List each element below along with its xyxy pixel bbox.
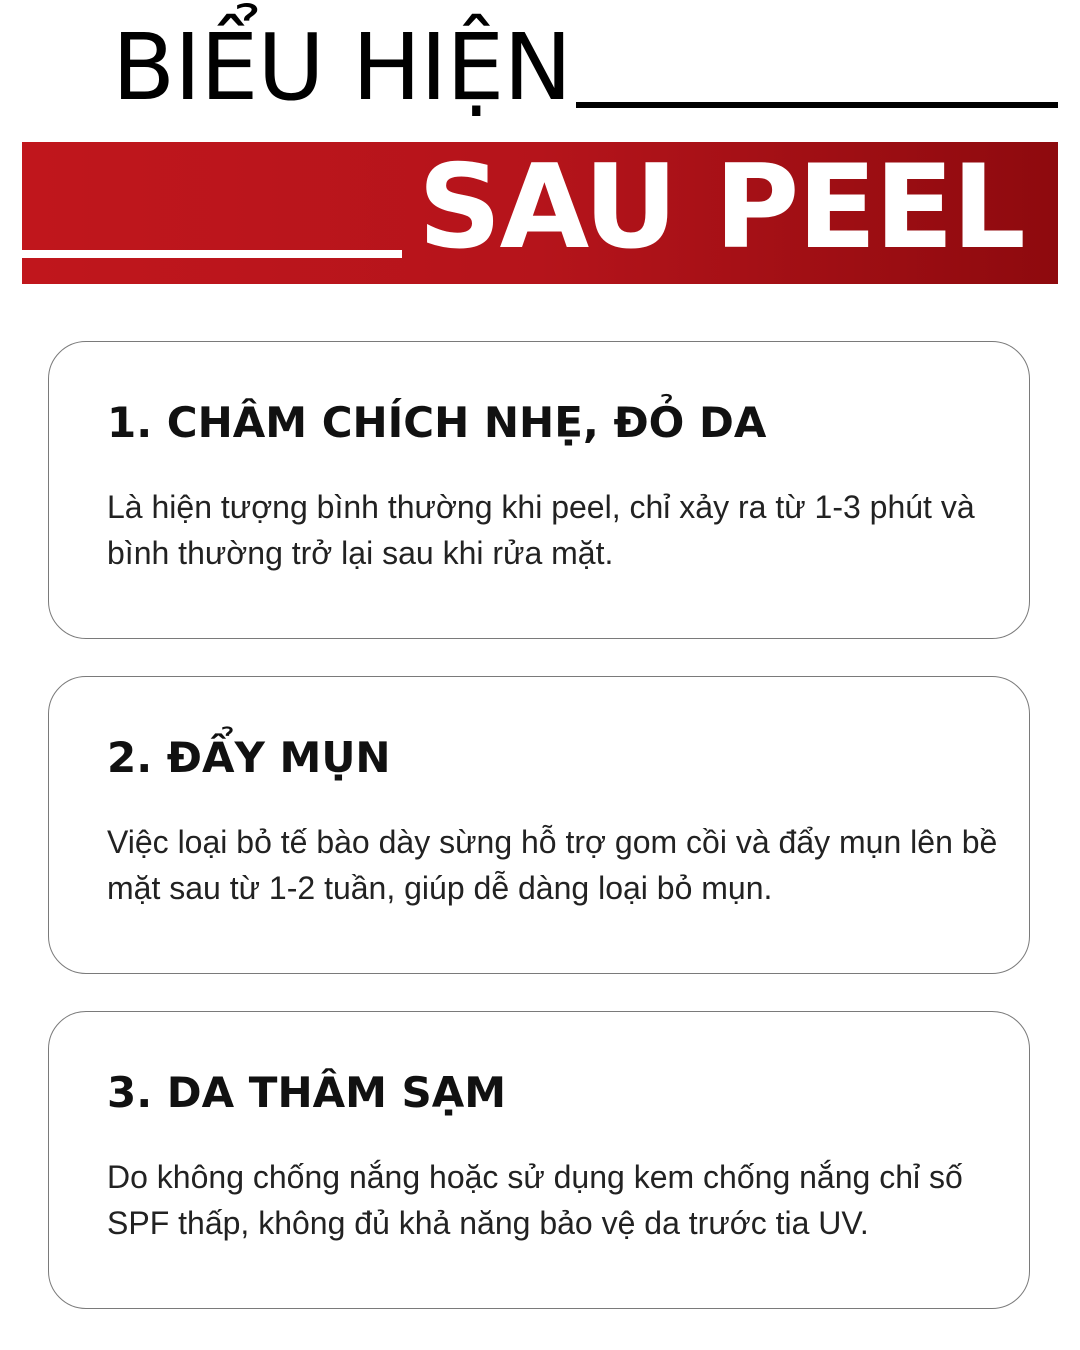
symptom-card [48,1011,1030,1309]
title-divider [576,102,1058,108]
banner-divider [22,250,402,258]
card-heading: 1. CHÂM CHÍCH NHẸ, ĐỎ DA [107,398,767,447]
title-banner [22,142,1058,284]
title-line-1: BIỂU HIỆN [112,14,572,121]
card-heading: 3. DA THÂM SẠM [107,1068,507,1117]
card-body: Là hiện tượng bình thường khi peel, chỉ xảy ra từ 1-3 phút và bình thường trở lại sau khi rửa mặt. [107,489,975,571]
symptom-card [48,341,1030,639]
card-body: Việc loại bỏ tế bào dày sừng hỗ trợ gom cồi và đẩy mụn lên bề mặt sau từ 1-2 tuần, giúp dễ dàng loại bỏ mụn. [107,824,998,906]
card-body: Do không chống nắng hoặc sử dụng kem chống nắng chỉ số SPF thấp, không đủ khả năng bảo vệ da trước tia UV. [107,1159,963,1241]
title-line-2: SAU PEEL [418,142,1024,275]
symptom-card [48,676,1030,974]
card-heading: 2. ĐẨY MỤN [107,733,391,782]
